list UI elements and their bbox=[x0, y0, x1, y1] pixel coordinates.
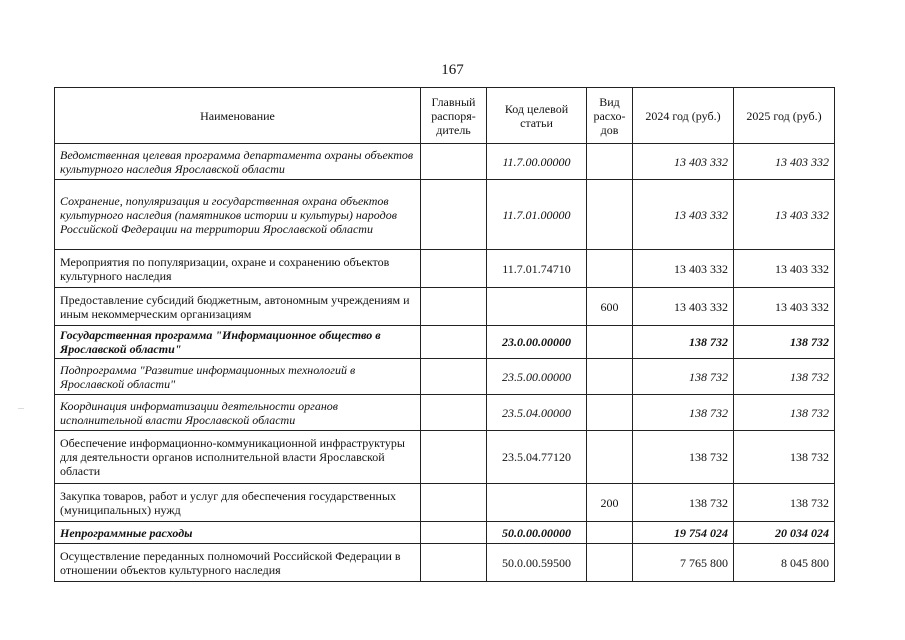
cell-code: 50.0.00.59500 bbox=[487, 544, 587, 582]
cell-2025: 138 732 bbox=[734, 484, 835, 522]
cell-name: Обеспечение информационно-коммуникационной инфраструктуры для деятельности органов исполнительной власти Ярославской области bbox=[55, 431, 421, 484]
table-row bbox=[55, 288, 835, 326]
cell-code: 11.7.01.00000 bbox=[487, 180, 587, 250]
cell-manager bbox=[421, 326, 487, 359]
table-row bbox=[55, 250, 835, 288]
cell-manager bbox=[421, 288, 487, 326]
table-row bbox=[55, 395, 835, 431]
cell-2025: 138 732 bbox=[734, 431, 835, 484]
cell-name: Государственная программа "Информационное общество в Ярославской области" bbox=[55, 326, 421, 359]
cell-name: Мероприятия по популяризации, охране и сохранению объектов культурного наследия bbox=[55, 250, 421, 288]
table-row bbox=[55, 484, 835, 522]
cell-2025: 138 732 bbox=[734, 395, 835, 431]
cell-manager bbox=[421, 484, 487, 522]
cell-manager bbox=[421, 359, 487, 395]
header-name: Наименование bbox=[55, 88, 421, 144]
cell-name: Ведомственная целевая программа департамента охраны объектов культурного наследия Ярославской области bbox=[55, 144, 421, 180]
cell-kind: 200 bbox=[587, 484, 633, 522]
cell-kind: 600 bbox=[587, 288, 633, 326]
cell-name: Непрограммные расходы bbox=[55, 522, 421, 544]
cell-2025: 13 403 332 bbox=[734, 144, 835, 180]
table-row bbox=[55, 522, 835, 544]
cell-manager bbox=[421, 522, 487, 544]
cell-name: Сохранение, популяризация и государственная охрана объектов культурного наследия (памятников истории и культуры) народов Российской Федерации на территории Ярославской области bbox=[55, 180, 421, 250]
cell-kind bbox=[587, 522, 633, 544]
cell-name: Закупка товаров, работ и услуг для обеспечения государственных (муниципальных) нужд bbox=[55, 484, 421, 522]
cell-2024: 138 732 bbox=[633, 326, 734, 359]
cell-name: Осуществление переданных полномочий Российской Федерации в отношении объектов культурного наследия bbox=[55, 544, 421, 582]
cell-kind bbox=[587, 544, 633, 582]
cell-2025: 8 045 800 bbox=[734, 544, 835, 582]
header-code: Код целевой статьи bbox=[487, 88, 587, 144]
cell-kind bbox=[587, 431, 633, 484]
cell-2024: 138 732 bbox=[633, 484, 734, 522]
cell-code: 11.7.00.00000 bbox=[487, 144, 587, 180]
header-2025: 2025 год (руб.) bbox=[734, 88, 835, 144]
cell-2025: 138 732 bbox=[734, 326, 835, 359]
cell-manager bbox=[421, 395, 487, 431]
cell-2024: 138 732 bbox=[633, 431, 734, 484]
table-row bbox=[55, 359, 835, 395]
cell-2024: 19 754 024 bbox=[633, 522, 734, 544]
cell-2025: 138 732 bbox=[734, 359, 835, 395]
cell-2024: 138 732 bbox=[633, 359, 734, 395]
table-row bbox=[55, 144, 835, 180]
header-manager: Главный распоря-дитель bbox=[421, 88, 487, 144]
header-row bbox=[55, 88, 835, 144]
cell-code bbox=[487, 288, 587, 326]
cell-2024: 13 403 332 bbox=[633, 288, 734, 326]
cell-manager bbox=[421, 144, 487, 180]
cell-kind bbox=[587, 144, 633, 180]
header-kind: Вид расхо-дов bbox=[587, 88, 633, 144]
cell-2025: 13 403 332 bbox=[734, 288, 835, 326]
cell-code: 23.5.04.77120 bbox=[487, 431, 587, 484]
table-row bbox=[55, 431, 835, 484]
cell-code bbox=[487, 484, 587, 522]
cell-code: 23.0.00.00000 bbox=[487, 326, 587, 359]
cell-manager bbox=[421, 250, 487, 288]
cell-2025: 13 403 332 bbox=[734, 180, 835, 250]
cell-manager bbox=[421, 180, 487, 250]
cell-kind bbox=[587, 359, 633, 395]
budget-table bbox=[54, 87, 835, 582]
cell-kind bbox=[587, 180, 633, 250]
cell-manager bbox=[421, 431, 487, 484]
margin-mark bbox=[18, 408, 24, 409]
header-2024: 2024 год (руб.) bbox=[633, 88, 734, 144]
cell-name: Предоставление субсидий бюджетным, автономным учреждениям и иным некоммерческим организациям bbox=[55, 288, 421, 326]
cell-code: 23.5.00.00000 bbox=[487, 359, 587, 395]
cell-code: 23.5.04.00000 bbox=[487, 395, 587, 431]
page-number: 167 bbox=[441, 62, 464, 78]
cell-2024: 13 403 332 bbox=[633, 250, 734, 288]
cell-2025: 13 403 332 bbox=[734, 250, 835, 288]
cell-2024: 13 403 332 bbox=[633, 144, 734, 180]
cell-name: Координация информатизации деятельности органов исполнительной власти Ярославской области bbox=[55, 395, 421, 431]
table-row bbox=[55, 544, 835, 582]
table-row bbox=[55, 180, 835, 250]
cell-2025: 20 034 024 bbox=[734, 522, 835, 544]
table-row bbox=[55, 326, 835, 359]
cell-2024: 13 403 332 bbox=[633, 180, 734, 250]
cell-2024: 7 765 800 bbox=[633, 544, 734, 582]
cell-code: 50.0.00.00000 bbox=[487, 522, 587, 544]
cell-manager bbox=[421, 544, 487, 582]
cell-name: Подпрограмма "Развитие информационных технологий в Ярославской области" bbox=[55, 359, 421, 395]
cell-kind bbox=[587, 395, 633, 431]
cell-code: 11.7.01.74710 bbox=[487, 250, 587, 288]
cell-2024: 138 732 bbox=[633, 395, 734, 431]
cell-kind bbox=[587, 250, 633, 288]
cell-kind bbox=[587, 326, 633, 359]
